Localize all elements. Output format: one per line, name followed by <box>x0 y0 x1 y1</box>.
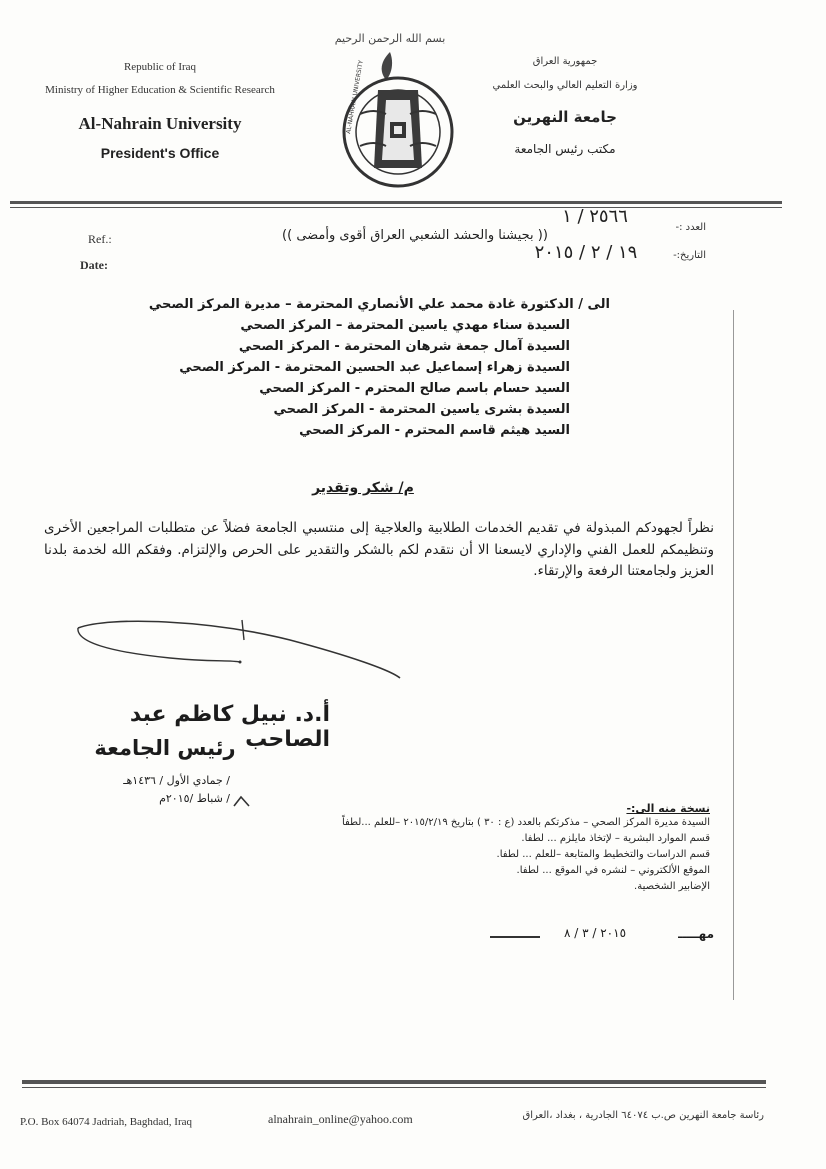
date-label: Date: <box>80 258 108 272</box>
ar-date-label: التاريخ:- <box>673 250 706 261</box>
footer-email[interactable]: alnahrain_online@yahoo.com <box>268 1112 413 1126</box>
gregorian-date: / شباط /٢٠١٥م <box>159 792 230 805</box>
en-country: Republic of Iraq <box>123 61 197 73</box>
margin-line <box>733 310 734 1000</box>
footer-divider-thin <box>22 1087 766 1088</box>
recipient-line: السيد حسام باسم صالح المحترم - المركز الصحي <box>259 381 570 396</box>
footer-divider <box>22 1080 766 1084</box>
copies-title: نسخة منه الى:- <box>626 802 710 815</box>
stamp-date: ٢٠١٥ / ٣ / ٨ <box>563 926 627 940</box>
ar-number-label: العدد :- <box>675 222 706 233</box>
recipient-line: السيدة سناء مهدي ياسين المحترمة – المركز الصحي <box>240 318 570 333</box>
recipient-line: السيد هيثم قاسم المحترم - المركز الصحي <box>299 423 570 438</box>
ref-label: Ref.: <box>88 232 112 246</box>
university-seal-logo <box>330 50 466 190</box>
signatory-name: أ.د. نبيل كاظم عبد الصاحب <box>129 702 330 752</box>
copies-block <box>240 802 710 895</box>
recipient-line: الى / الدكتورة غادة محمد علي الأنصاري المحترمة – مديرة المركز الصحي <box>148 297 610 312</box>
copy-item: قسم الموارد البشرية – لإتخاذ مايلزم ... لطفا. <box>521 833 710 844</box>
copy-item: الإضابير الشخصية. <box>634 881 710 892</box>
ar-country: جمهورية العراق <box>532 56 598 67</box>
stamp-label: مهـــــ <box>678 927 714 941</box>
handwritten-signature <box>70 612 410 692</box>
letterhead <box>0 0 826 210</box>
recipient-line: السيدة بشرى ياسين المحترمة - المركز الصحي <box>273 402 570 417</box>
subject-line: م/ شكر وتقدير <box>312 480 414 496</box>
recipient-line: السيدة زهراء إسماعيل عبد الحسين المحترمة - المركز الصحي <box>179 360 570 375</box>
ar-ministry: وزارة التعليم العالي والبحث العلمي <box>492 80 638 91</box>
copy-item: الموقع الألكتروني – لنشره في الموقع ... لطفا. <box>516 865 710 876</box>
letter-body: نظراً لجهودكم المبذولة في تقديم الخدمات الطلابية والعلاجية إلى منتسبي الجامعة فضلاً عن متطلبات المراجعين الأخرى وتنظيمكم للعمل الفني والإداري لايسعنا الا أن نتقدم لكم بالشكر والتقدير على الحرص والإلتزام. وفقكم الله لخدمة بلدنا العزيز ولجامعتنا الرفعة والإرتقاء. <box>44 520 714 579</box>
slogan: (( بجيشنا والحشد الشعبي العراق أقوى وأمضى )) <box>282 228 548 243</box>
basmala: بسم الله الرحمن الرحيم <box>334 32 446 45</box>
ar-office: مكتب رئيس الجامعة <box>514 142 616 156</box>
footer-arabic-address: رئاسة جامعة النهرين ص.ب ٦٤٠٧٤ الجادرية ، بغداد ،العراق <box>522 1110 764 1121</box>
copy-item: قسم الدراسات والتخطيط والمتابعة –للعلم ... لطفا. <box>496 849 710 860</box>
en-office: President's Office <box>100 145 220 161</box>
copy-item: السيدة مديرة المركز الصحي – مذكرتكم بالعدد (ع : ٣٠ ) بتاريخ ٢٠١٥/٢/١٩ –للعلم ...لطفاً <box>341 817 710 828</box>
header-divider-thin <box>10 207 782 208</box>
header-divider <box>10 201 782 204</box>
en-ministry: Ministry of Higher Education & Scientific Research <box>45 84 275 96</box>
footer-address: P.O. Box 64074 Jadriah, Baghdad, Iraq <box>20 1116 193 1128</box>
en-university: Al-Nahrain University <box>78 114 242 133</box>
signatory-title: رئيس الجامعة <box>94 736 236 760</box>
reference-number: ٢٥٦٦ / ١ <box>562 206 628 227</box>
ar-university: جامعة النهرين <box>513 108 617 126</box>
reference-date: ١٩ / ٢ / ٢٠١٥ <box>534 242 638 263</box>
recipient-line: السيدة آمال جمعة شرهان المحترمة - المركز الصحي <box>238 339 570 354</box>
hijri-date: / جمادي الأول / ١٤٣٦هـ <box>123 774 230 787</box>
recipients-block <box>120 294 610 441</box>
seal-text: AL-NAHRAIN UNIVERSITY <box>345 59 365 135</box>
stamp-line <box>490 936 540 938</box>
